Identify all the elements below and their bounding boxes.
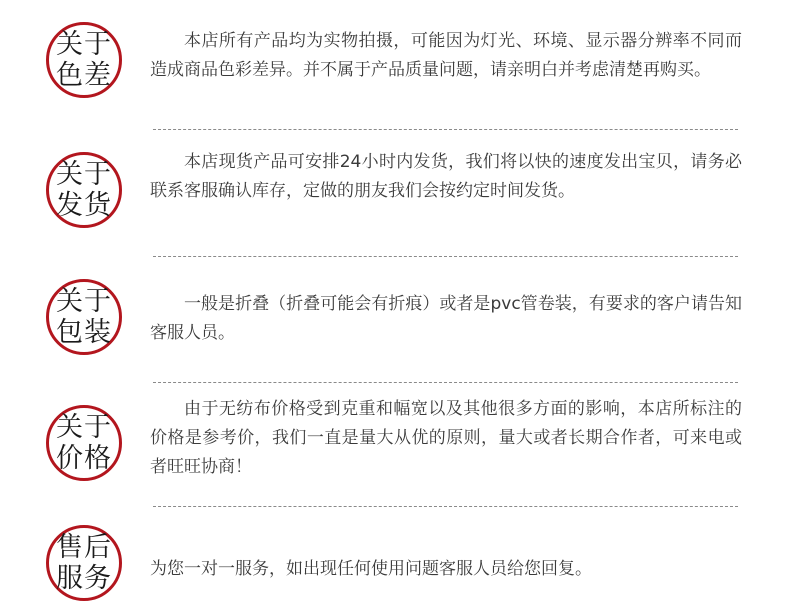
badge-line-2: 色差 [56, 60, 112, 91]
badge-color-difference [46, 22, 122, 98]
section-price [0, 383, 790, 506]
badge-line-2: 价格 [56, 443, 112, 474]
badge-line-2: 发货 [56, 190, 112, 221]
badge-packaging [46, 279, 122, 355]
section-after-sales [0, 507, 790, 615]
section-text-shipping: 本店现货产品可安排24小时内发货，我们将以快的速度发出宝贝，请务必联系客服确认库存，定做的朋友我们会按约定时间发货。 [150, 152, 742, 201]
section-shipping [0, 130, 790, 253]
badge-after-sales [46, 525, 122, 601]
section-packaging [0, 257, 790, 380]
badge-price [46, 405, 122, 481]
badge-line-2: 服务 [56, 563, 112, 594]
badge-line-2: 包装 [56, 317, 112, 348]
section-text-packaging: 一般是折叠（折叠可能会有折痕）或者是pvc管卷装，有要求的客户请告知客服人员。 [150, 294, 742, 343]
section-text-color-difference: 本店所有产品均为实物拍摄，可能因为灯光、环境、显示器分辨率不同而造成商品色彩差异。并不属于产品质量问题，请亲明白并考虑清楚再购买。 [150, 31, 742, 80]
badge-line-1: 关于 [56, 286, 112, 317]
badge-shipping [46, 152, 122, 228]
badge-line-1: 关于 [56, 29, 112, 60]
badge-line-1: 关于 [56, 412, 112, 443]
badge-line-1: 售后 [56, 532, 112, 563]
section-text-after-sales: 为您一对一服务，如出现任何使用问题客服人员给您回复。 [150, 559, 592, 579]
badge-line-1: 关于 [56, 159, 112, 190]
section-text-price: 由于无纺布价格受到克重和幅宽以及其他很多方面的影响，本店所标注的价格是参考价，我们一直是量大从优的原则，量大或者长期合作者，可来电或者旺旺协商！ [150, 399, 742, 477]
section-color-difference [0, 0, 790, 123]
